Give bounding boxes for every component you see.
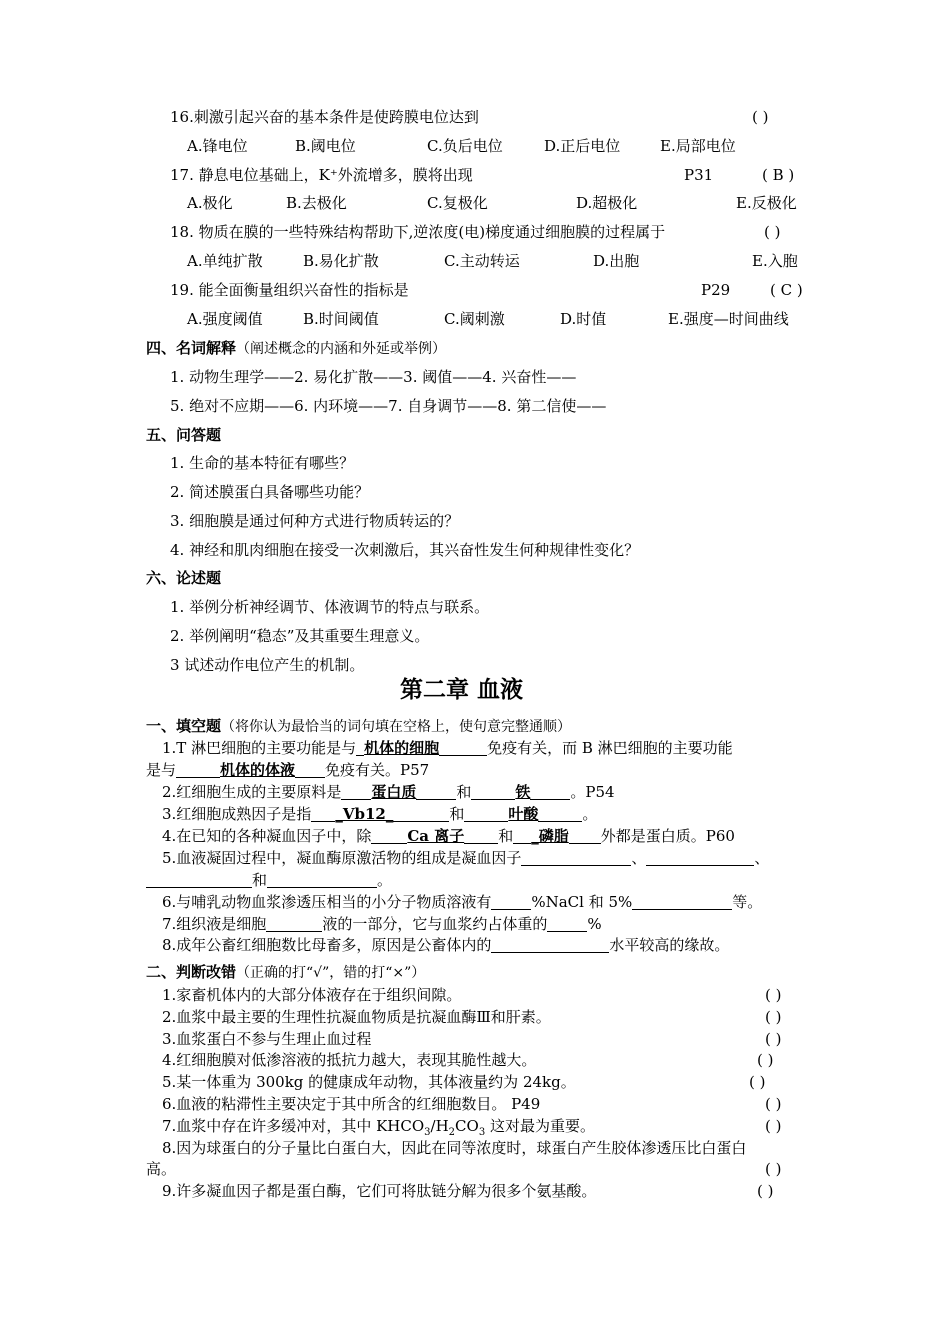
q19-opt-b: B.时间阈值: [303, 310, 379, 328]
fill-q6-blank-2[interactable]: [632, 893, 732, 910]
fill-q4-blank-1post[interactable]: [464, 827, 498, 844]
fill-q6-text-b: %NaCl 和 5%: [531, 893, 633, 911]
q18-answer: ( ): [764, 223, 781, 241]
q16-opt-b: B.阈电位: [295, 137, 356, 155]
judge-q8-paren: ( ): [765, 1160, 782, 1178]
q17-opt-d: D.超极化: [576, 194, 638, 212]
fill-q5-blank-2[interactable]: [646, 849, 754, 866]
q19-page: P29: [701, 281, 731, 299]
fill-q4-blank-1pre[interactable]: [371, 827, 407, 844]
q16-opt-d: D.正后电位: [544, 137, 621, 155]
fill-q1-blank-2post[interactable]: [295, 761, 325, 778]
section-4-note: （阐述概念的内涵和外延或举例）: [236, 341, 447, 357]
judge-q6-paren: ( ): [765, 1095, 782, 1113]
judge-q3-paren: ( ): [765, 1030, 782, 1048]
q16-answer: ( ): [752, 108, 769, 126]
section-5-title: 五、问答题: [146, 426, 222, 444]
q17-opt-c: C.复极化: [427, 194, 488, 212]
fill-q2-text-a: 2.红细胞生成的主要原料是: [162, 783, 342, 801]
q17-opt-e: E.反极化: [736, 194, 797, 212]
fill-q7-text-c: %: [587, 915, 602, 933]
q18-opt-d: D.出胞: [593, 252, 640, 270]
fill-q3-text-a: 3.红细胞成熟因子是指: [162, 805, 312, 823]
fill-q2-answer-1: 蛋白质: [371, 783, 417, 801]
fill-q5-text-d: 和: [252, 871, 268, 889]
judge-heading: [146, 962, 425, 983]
q17-page: P31: [684, 166, 714, 184]
judge-q7-text-d: 这对最为重要。: [485, 1117, 595, 1135]
fill-title: 一、填空题: [146, 717, 222, 735]
sec6-item-1: 1. 举例分析神经调节、体液调节的特点与联系。: [170, 598, 490, 616]
fill-q5-sep-1: 、: [631, 849, 647, 867]
judge-q7-text-c: CO: [455, 1117, 479, 1135]
fill-q1-line2: [146, 760, 429, 780]
fill-q1-answer-2: 机体的体液: [220, 761, 296, 779]
chapter-title: 第二章 血液: [400, 677, 524, 703]
q19-opt-e: E.强度—时间曲线: [668, 310, 789, 328]
fill-q1-text-c: 免疫有关，而 B 淋巴细胞的主要功能: [487, 739, 733, 757]
fill-q4-blank-2post[interactable]: [569, 827, 601, 844]
fill-q4-answer-1: Ca 离子: [407, 827, 465, 845]
judge-q7-text-a: 7.血浆中存在许多缓冲对，其中 KHCO: [162, 1117, 425, 1135]
q18-opt-e: E.入胞: [752, 252, 798, 270]
judge-q8-line1: 8.因为球蛋白的分子量比白蛋白大，因此在同等浓度时，球蛋白产生胶体渗透压比白蛋白: [162, 1139, 747, 1157]
fill-q1-blank-2pre[interactable]: [176, 761, 220, 778]
fill-q2-text-e: 。P54: [570, 783, 615, 801]
fill-q1-answer-1: 机体的细胞: [364, 739, 440, 757]
fill-q5-text-a: 5.血液凝固过程中，凝血酶原激活物的组成是凝血因子: [162, 849, 522, 867]
fill-q6-text-a: 6.与哺乳动物血浆渗透压相当的小分子物质溶液有: [162, 893, 492, 911]
q18-opt-b: B.易化扩散: [303, 252, 379, 270]
fill-q4: [162, 826, 735, 846]
fill-q5-line1: [162, 848, 769, 868]
sec4-line-2: 5. 绝对不应期——6. 内环境——7. 自身调节——8. 第二信使——: [170, 397, 607, 415]
fill-q4-text-e: 外都是蛋白质。P60: [600, 827, 735, 845]
section-4-heading: [146, 338, 446, 359]
judge-q1-paren: ( ): [765, 986, 782, 1004]
judge-q9-paren: ( ): [757, 1182, 774, 1200]
section-6-title: 六、论述题: [146, 569, 222, 587]
fill-q3: [162, 804, 597, 824]
q19-opt-d: D.时值: [560, 310, 607, 328]
q19-opt-a: A.强度阈值: [187, 310, 263, 328]
fill-q2-blank-2post[interactable]: [530, 783, 570, 800]
judge-title: 二、判断改错: [146, 963, 237, 981]
fill-q2-blank-1post[interactable]: [416, 783, 456, 800]
fill-q8-blank-1[interactable]: [491, 936, 609, 953]
fill-q3-blank-2post[interactable]: [538, 805, 582, 822]
fill-q4-blank-2pre[interactable]: [513, 827, 531, 844]
judge-q7-paren: ( ): [765, 1117, 782, 1135]
judge-q5: 5.某一体重为 300kg 的健康成年动物，其体液量约为 24kg。: [162, 1073, 576, 1091]
fill-q5-blank-3[interactable]: [146, 871, 252, 888]
judge-q9: 9.许多凝血因子都是蛋白酶，它们可将肽链分解为很多个氨基酸。: [162, 1182, 597, 1200]
fill-q2-blank-1pre[interactable]: [341, 783, 371, 800]
judge-q6: 6.血液的粘滞性主要决定于其中所含的红细胞数目。 P49: [162, 1095, 541, 1113]
fill-q3-answer-2: 叶酸: [508, 805, 539, 823]
q17-answer: ( B ): [762, 166, 795, 184]
fill-q7-blank-1[interactable]: [266, 915, 322, 932]
fill-q5-text-e: 。: [377, 871, 393, 889]
fill-q8: [162, 935, 729, 955]
q16-opt-e: E.局部电位: [660, 137, 736, 155]
sec4-line-1: 1. 动物生理学——2. 易化扩散——3. 阈值——4. 兴奋性——: [170, 368, 577, 386]
fill-note: （将你认为最恰当的词句填在空格上，使句意完整通顺）: [221, 719, 572, 735]
sec5-item-3: 3. 细胞膜是通过何种方式进行物质转运的？: [170, 512, 460, 530]
fill-q3-blank-1post[interactable]: [393, 805, 449, 822]
q19-opt-c: C.阈刺激: [444, 310, 505, 328]
fill-q1-blank-post[interactable]: [439, 739, 487, 756]
fill-q3-blank-2pre[interactable]: [464, 805, 508, 822]
fill-q1-text-a: 1.T 淋巴细胞的主要功能是与: [162, 739, 357, 757]
judge-q7-sub-3: 3: [478, 1127, 486, 1138]
judge-q4: 4.红细胞膜对低渗溶液的抵抗力越大，表现其脆性越大。: [162, 1051, 537, 1069]
judge-q7-text-b: /H: [430, 1117, 449, 1135]
q19-stem: 19. 能全面衡量组织兴奋性的指标是: [170, 281, 409, 299]
fill-q3-text-e: 。: [582, 805, 598, 823]
fill-q1-text-d: 是与: [146, 761, 177, 779]
q17-opt-b: B.去极化: [286, 194, 347, 212]
judge-q5-paren: ( ): [749, 1073, 766, 1091]
fill-q5-line2: [146, 870, 392, 890]
fill-q3-blank-1pre[interactable]: [311, 805, 335, 822]
q18-opt-a: A.单纯扩散: [187, 252, 263, 270]
fill-q8-text-b: 水平较高的缘故。: [609, 936, 730, 954]
judge-q7-sub-2: 2: [448, 1127, 456, 1138]
judge-q7-sub-1: 3: [424, 1127, 431, 1138]
fill-q7: [162, 914, 602, 934]
fill-q5-blank-1[interactable]: [521, 849, 631, 866]
sec6-item-3: 3 试述动作电位产生的机制。: [170, 656, 365, 674]
fill-q8-text-a: 8.成年公畜红细胞数比母畜多，原因是公畜体内的: [162, 936, 492, 954]
fill-q4-text-a: 4.在已知的各种凝血因子中，除: [162, 827, 372, 845]
fill-q5-sep-2: 、: [754, 849, 770, 867]
sec5-item-1: 1. 生命的基本特征有哪些？: [170, 454, 355, 472]
fill-q1-line1: [162, 738, 733, 758]
q18-stem: 18. 物质在膜的一些特殊结构帮助下,逆浓度(电)梯度通过细胞膜的过程属于: [170, 223, 666, 241]
q18-opt-c: C.主动转运: [444, 252, 520, 270]
fill-q1-blank-pre[interactable]: [356, 739, 364, 756]
fill-q7-text-a: 7.组织液是细胞: [162, 915, 267, 933]
fill-q1-text-f: 免疫有关。P57: [325, 761, 430, 779]
fill-q3-answer-1: _Vb12_: [335, 805, 394, 823]
judge-q3: 3.血浆蛋白不参与生理止血过程: [162, 1030, 372, 1048]
judge-q1: 1.家畜机体内的大部分体液存在于组织间隙。: [162, 986, 462, 1004]
sec5-item-4: 4. 神经和肌肉细胞在接受一次刺激后，其兴奋性发生何种规律性变化？: [170, 541, 640, 559]
judge-q2-paren: ( ): [765, 1008, 782, 1026]
fill-heading: [146, 716, 571, 737]
fill-q2: [162, 782, 615, 802]
q16-stem: 16.刺激引起兴奋的基本条件是使跨膜电位达到: [170, 108, 479, 126]
q19-answer: ( C ): [770, 281, 803, 299]
fill-q3-text-c: 和: [449, 805, 465, 823]
fill-q6-text-c: 等。: [732, 893, 763, 911]
section-4-title: 四、名词解释: [146, 339, 237, 357]
q17-stem: 17. 静息电位基础上，K⁺外流增多，膜将出现: [170, 166, 473, 184]
fill-q6-blank-1[interactable]: [491, 893, 531, 910]
sec5-item-2: 2. 简述膜蛋白具备哪些功能？: [170, 483, 370, 501]
q16-opt-a: A.锋电位: [187, 137, 248, 155]
sec6-item-2: 2. 举例阐明“稳态”及其重要生理意义。: [170, 627, 430, 645]
fill-q4-answer-2: _磷脂: [531, 827, 569, 845]
judge-q8-line2: 高。: [146, 1160, 177, 1178]
fill-q2-text-c: 和: [456, 783, 472, 801]
fill-q5-blank-4[interactable]: [267, 871, 377, 888]
judge-q2: 2.血浆中最主要的生理性抗凝血物质是抗凝血酶Ⅲ和肝素。: [162, 1008, 551, 1026]
q17-opt-a: A.极化: [187, 194, 233, 212]
judge-note: （正确的打“√”，错的打“×”）: [236, 965, 426, 981]
fill-q4-text-c: 和: [498, 827, 514, 845]
fill-q2-blank-2pre[interactable]: [471, 783, 515, 800]
fill-q7-text-b: 液的一部分，它与血浆约占体重的: [322, 915, 548, 933]
judge-q4-paren: ( ): [757, 1051, 774, 1069]
q16-opt-c: C.负后电位: [427, 137, 503, 155]
fill-q2-answer-2: 铁: [515, 783, 531, 801]
fill-q7-blank-2[interactable]: [547, 915, 587, 932]
fill-q6: [162, 892, 762, 912]
